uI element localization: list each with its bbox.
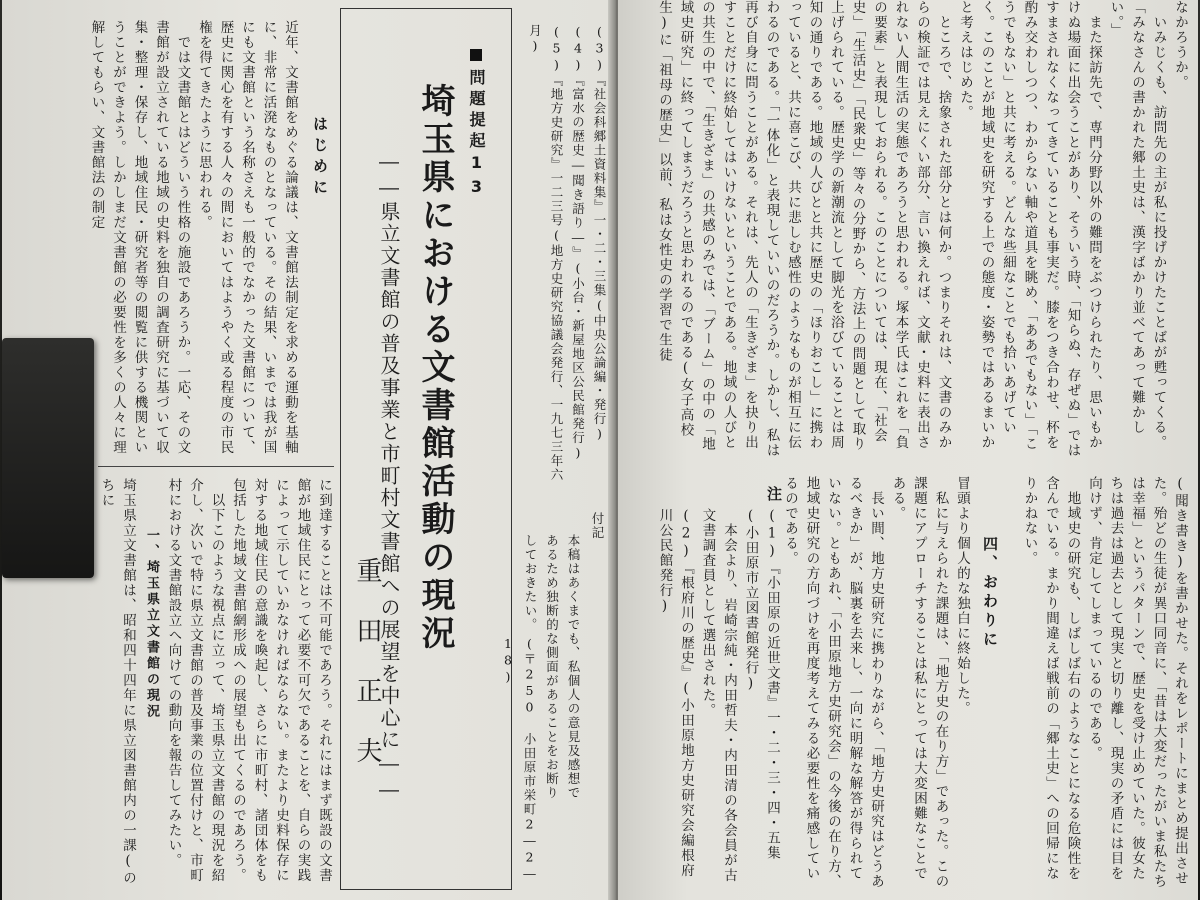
right-lower-text: (聞き書き)を書かせた。それをレポートにまとめ提出させた。殆どの生徒が異口同音に、「昔は大変だったがいま私たちは幸福」というパターンで、歴史を受け止めていた。彼女たちは過去は過去として現実と切り離し、現実の矛盾には目を向けず、肯定してしまっているのである。 地域史の研究も、しばしば右のようなことになる危険性を含んでいる。まかり間違えば戦前の「郷土史」への回帰になりかねない。	[1021, 476, 1188, 890]
square-bullet-icon	[470, 49, 482, 61]
article-subtitle: ――県立文書館の普及事業と市町村文書館への展望を中心に――	[377, 149, 401, 803]
article-title: 埼玉県における文書館活動の現況	[415, 83, 455, 653]
notes-text: (1)『小田原の近世文書』一・二・三・四・五集(小田原市立図書館発行) 本会より、岩崎宗純・内田哲夫・内田清の各会員が古文書調査員として選出された。 (2)『根府川の歴史』(小田原地方史研究会編根府川公民館発行)	[656, 508, 780, 883]
title-box	[340, 8, 512, 890]
postscript-label: 付記	[590, 512, 605, 540]
postal-address: (〒250 小田原市栄町2―2―18)	[500, 636, 537, 883]
footnote-refs: (3)『社会科郷土資料集』一・二・三集(中央公論編・発行) (4)『富水の歴史―聞き語り―』(小台・新屋地区公民館発行) (5)『地方史研究』一二三号(地方史研究協議会発行、一九七三年六月)	[527, 24, 607, 482]
section-heading-1: 一、埼玉県立文書館の現況	[144, 528, 159, 720]
right-page	[618, 0, 1198, 900]
binder-clip	[2, 338, 94, 578]
intro-lower-text: に到達することは不可能であろう。それにはまず既設の文書館が地域住民にとって必要不可欠であることを、自らの実践によって示していかなければならない。またより史料保存に対する地域住民の意識を喚起し、さらに市町村、諸団体をも包括した地域文書館網形成への展望も出てくるのであろう。 以下このような視点に立って、埼玉県立文書館の現況を紹介し、次いで特に県立文書館の普及事業の位置付けと、市町村における文書館設立へ向けての動向を報告してみたい。	[165, 478, 332, 883]
postscript-body: 本稿はあくまでも、私個人の意見及感想であるため独断的な側面があることをお断りしておきたい。	[523, 534, 581, 800]
series-label-text: 問題提起13	[467, 69, 486, 201]
section-heading-4: 四、おわりに	[981, 536, 999, 650]
intro-upper-text: 近年、文書館をめぐる論議は、文書館法制定を求める運動を基軸に、非常に活溌なものとなっている。その結果、いまでは我が国にも文書館という名称さえも一般的でなかった文書館について、歴史に関心を有する人々の間においてはようやく或る程度の市民権を得てきたように思われる。 では文書館とはどういう性格の施設であろうか。一応、その文書館が設立されている地域の史料を独自の調査研究に基づいて収集・整理・保存し、地域住民・研究者等の閲覧に供する機関ということができよう。しかしまだ文書館の必要性を多くの人々に理解してもらい、文書館法の制定	[88, 20, 298, 455]
author-name: 重田正夫	[352, 557, 382, 797]
notes-heading: 注	[765, 486, 783, 507]
section-4-text: 冒頭より個人的な独白に終始した。 私に与えられた課題は、「地方史の在り方」であった。この課題にアプローチすることは私にとっては大変困難なことである。 長い間、地方史研究に携わりながら、「地方史研究はどうあるべきか」が、脳裏を去来し、一向に明解な解答が得られていない。ともあれ、「小田原地方史研究会」の今後の在り方、地域史研究の方向づけを再度考えてみる必要性を痛感しているのである。	[782, 476, 970, 890]
section-heading-intro: はじめに	[311, 116, 329, 200]
book-spread	[2, 0, 1198, 900]
section-1-text: 埼玉県立文書館は、昭和四十四年に県立図書館内の一課(のちに	[98, 478, 136, 886]
column-divider	[98, 466, 334, 467]
right-upper-text: なかろうか。 いみじくも、訪問先の主が私に投げかけたことばが甦ってくる。「みなさんの書かれた郷土史は、漢字ばかり並べてあって難かしい。」 また探訪先で、専門分野以外の難問をぶつけられたり、思いもかけぬ場面に出会うことがあり、そういう時、「知らぬ、存ぜぬ」ではすまされなくなってきていることも事実だ。膝をつき合わせ、杯を酌み交わしつつ、わからない軸や道具を眺め、「ああでもない」「こうでもない」と共に考える。どんな些細なことでも拾いあげていく。このことが地域史を研究する上での態度・姿勢ではあるまいかと考えはじめた。 ところで、捨象された部分とは何か。つまりそれは、文書のみからの検証では見えにくい部分、言い換えれば、文献・史料に表出されない人間生活の実態であろうと思われる。塚本学氏はこれを「負の要素」と表現しておられる。このことについては、現在、「社会史」「生活史」「民衆史」等々の分野から、方法上の問題として取り上げられている。歴史学の新潮流として脚光を浴びていることは周知の通りである。地域の人びとと共に歴史の「ほりおこし」に携わっていると、共に喜こび、共に悲しむ感性のようなものが相互に伝わるのである。「一体化」と表現していいのだろうか。しかし、私は再び自身に問うことがある。それは、先人の「生きざま」を抉り出すことだけに終始してはいけないということである。地域の人びとの共生の中で、「生きざま」の共感のみでは、「ブーム」の中の「地域史研究」に終ってしまうだろうと思われるのである(女子高校生)に「祖母の歴史」以前、私は女性史の学習で生徒	[656, 0, 1188, 459]
series-label	[465, 49, 488, 201]
